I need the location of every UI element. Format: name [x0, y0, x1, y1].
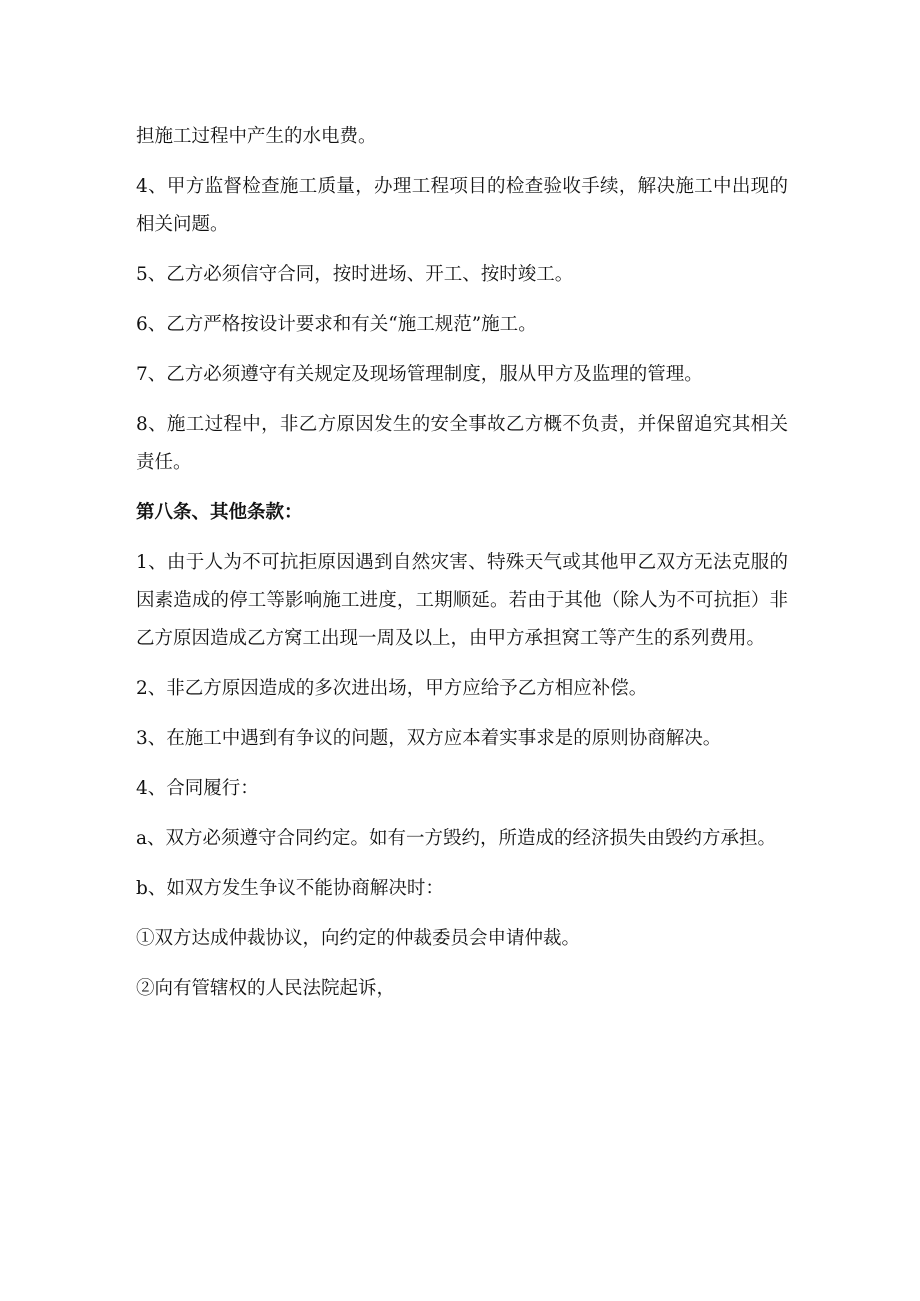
paragraph-clause-7-site-management: 7、乙方必须遵守有关规定及现场管理制度，服从甲方及监理的管理。	[136, 364, 703, 385]
paragraph-clause-6-specifications: 6、乙方严格按设计要求和有关“施工规范”施工。	[136, 314, 537, 335]
paragraph-clause-4-quality-inspection: 4、甲方监督检查施工质量，办理工程项目的检查验收手续，解决施工中出现的相关问题。	[136, 176, 788, 235]
paragraph-other-4-performance: 4、合同履行：	[136, 778, 259, 799]
paragraph-clause-5-on-time: 5、乙方必须信守合同，按时进场、开工、按时竣工。	[136, 264, 574, 285]
paragraph-performance-a-breach: a、双方必须遵守合同约定。如有一方毁约，所造成的经济损失由毁约方承担。	[136, 828, 777, 849]
paragraph-other-3-disputes: 3、在施工中遇到有争议的问题，双方应本着实事求是的原则协商解决。	[136, 728, 722, 749]
paragraph-option-2-court: ②向有管辖权的人民法院起诉，	[136, 978, 396, 999]
paragraph-option-1-arbitration: ①双方达成仲裁协议，向约定的仲裁委员会申请仲裁。	[136, 928, 581, 949]
paragraph-water-electric-fee: 担施工过程中产生的水电费。	[136, 126, 377, 147]
section-heading-article-8: 第八条、其他条款：	[136, 502, 303, 523]
paragraph-performance-b-unresolved: b、如双方发生争议不能协商解决时：	[136, 878, 444, 899]
paragraph-other-2-compensation: 2、非乙方原因造成的多次进出场，甲方应给予乙方相应补偿。	[136, 678, 648, 699]
paragraph-clause-8-safety-accidents: 8、施工过程中，非乙方原因发生的安全事故乙方概不负责，并保留追究其相关责任。	[136, 414, 788, 473]
paragraph-other-1-force-majeure: 1、由于人为不可抗拒原因遇到自然灾害、特殊天气或其他甲乙双方无法克服的因素造成的停工等影响施工进度，工期顺延。若由于其他（除人为不可抗拒）非乙方原因造成乙方窝工出现一周及以上，由甲方承担窝工等产生的系列费用。	[136, 552, 788, 649]
document-body	[136, 118, 788, 1020]
